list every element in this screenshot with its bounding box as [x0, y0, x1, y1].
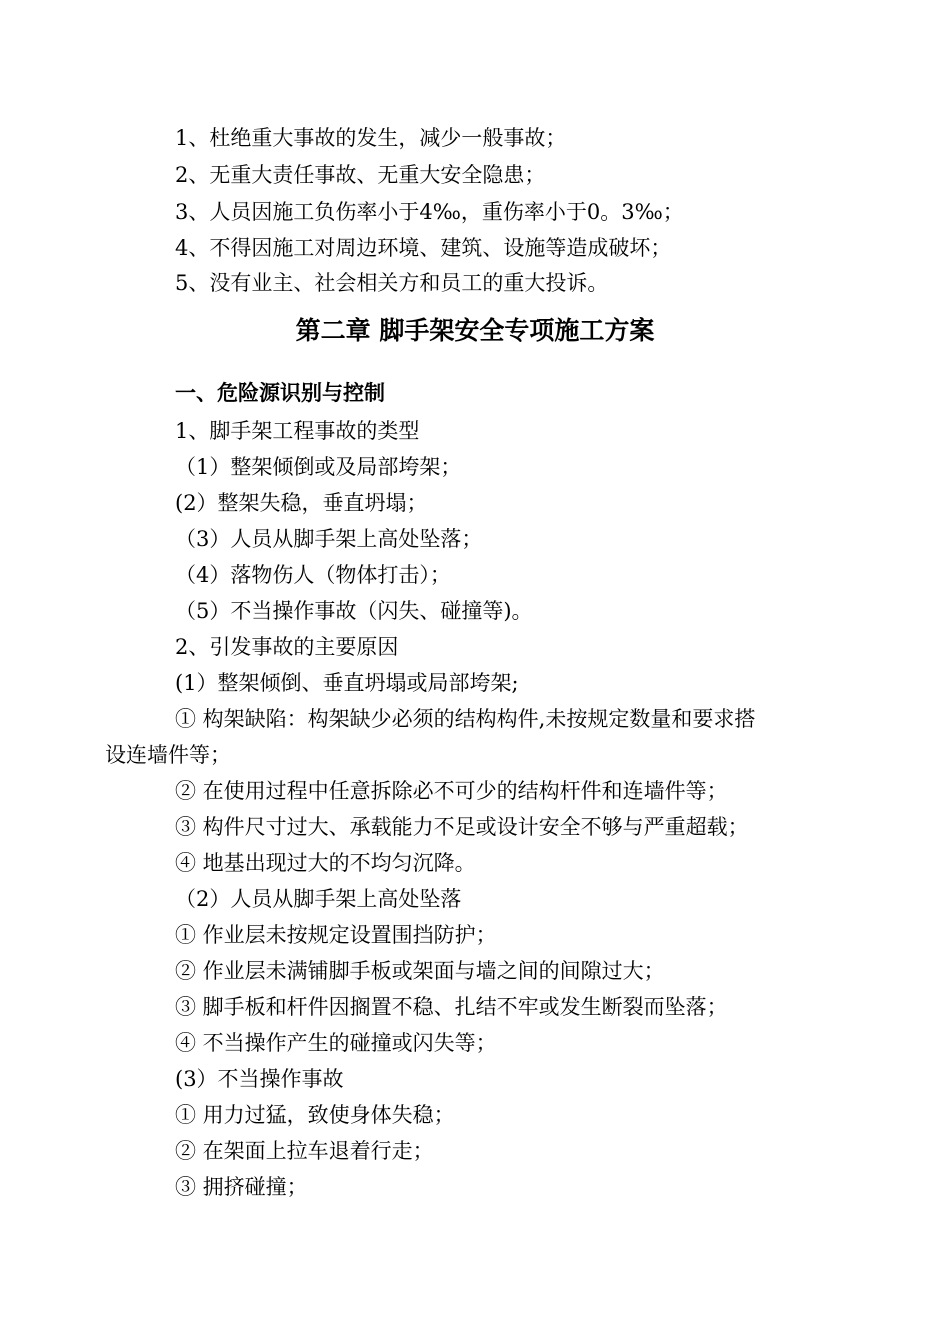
subsection-heading: 1、脚手架工程事故的类型 — [175, 419, 420, 443]
list-item: ① 构架缺陷：构架缺少必须的结构构件,未按规定数量和要求搭 — [175, 707, 756, 731]
list-item: ① 用力过猛，致使身体失稳； — [175, 1103, 455, 1127]
list-item: （1）整架倾倒或及局部垮架； — [175, 455, 462, 479]
goal-item-5: 5、没有业主、社会相关方和员工的重大投诉。 — [175, 271, 609, 295]
chapter-title: 第二章 脚手架安全专项施工方案 — [295, 316, 655, 345]
list-item: ③ 拥挤碰撞； — [175, 1175, 308, 1199]
goal-item-1: 1、杜绝重大事故的发生，减少一般事故； — [175, 126, 567, 150]
list-item: ④ 地基出现过大的不均匀沉降。 — [175, 851, 476, 875]
list-item: （4）落物伤人（物体打击）； — [175, 563, 451, 587]
list-item: ③ 脚手板和杆件因搁置不稳、扎结不牢或发生断裂而坠落； — [175, 995, 728, 1019]
list-item-continuation: 设连墙件等； — [105, 743, 231, 767]
list-item: （5）不当操作事故（闪失、碰撞等)。 — [175, 599, 533, 623]
list-item: ② 在使用过程中任意拆除必不可少的结构杆件和连墙件等； — [175, 779, 728, 803]
list-item: （2）人员从脚手架上高处坠落 — [175, 887, 462, 911]
subsection-heading: 2、引发事故的主要原因 — [175, 635, 399, 659]
list-item: ④ 不当操作产生的碰撞或闪失等； — [175, 1031, 497, 1055]
list-item: ① 作业层未按规定设置围挡防护； — [175, 923, 497, 947]
list-item: ③ 构件尺寸过大、承载能力不足或设计安全不够与严重超载； — [175, 815, 749, 839]
list-item: (1）整架倾倒、垂直坍塌或局部垮架; — [175, 671, 519, 695]
list-item: ② 在架面上拉车退着行走； — [175, 1139, 434, 1163]
list-item: （3）人员从脚手架上高处坠落； — [175, 527, 483, 551]
goal-item-4: 4、不得因施工对周边环境、建筑、设施等造成破坏； — [175, 236, 672, 260]
list-item: ② 作业层未满铺脚手板或架面与墙之间的间隙过大； — [175, 959, 665, 983]
list-item: (3）不当操作事故 — [175, 1067, 344, 1091]
section-title: 一、危险源识别与控制 — [175, 381, 385, 405]
goal-item-2: 2、无重大责任事故、无重大安全隐患； — [175, 163, 546, 187]
goal-item-3: 3、人员因施工负伤率小于4‰，重伤率小于0。3‰； — [175, 200, 684, 224]
list-item: (2）整架失稳，垂直坍塌； — [175, 491, 428, 515]
